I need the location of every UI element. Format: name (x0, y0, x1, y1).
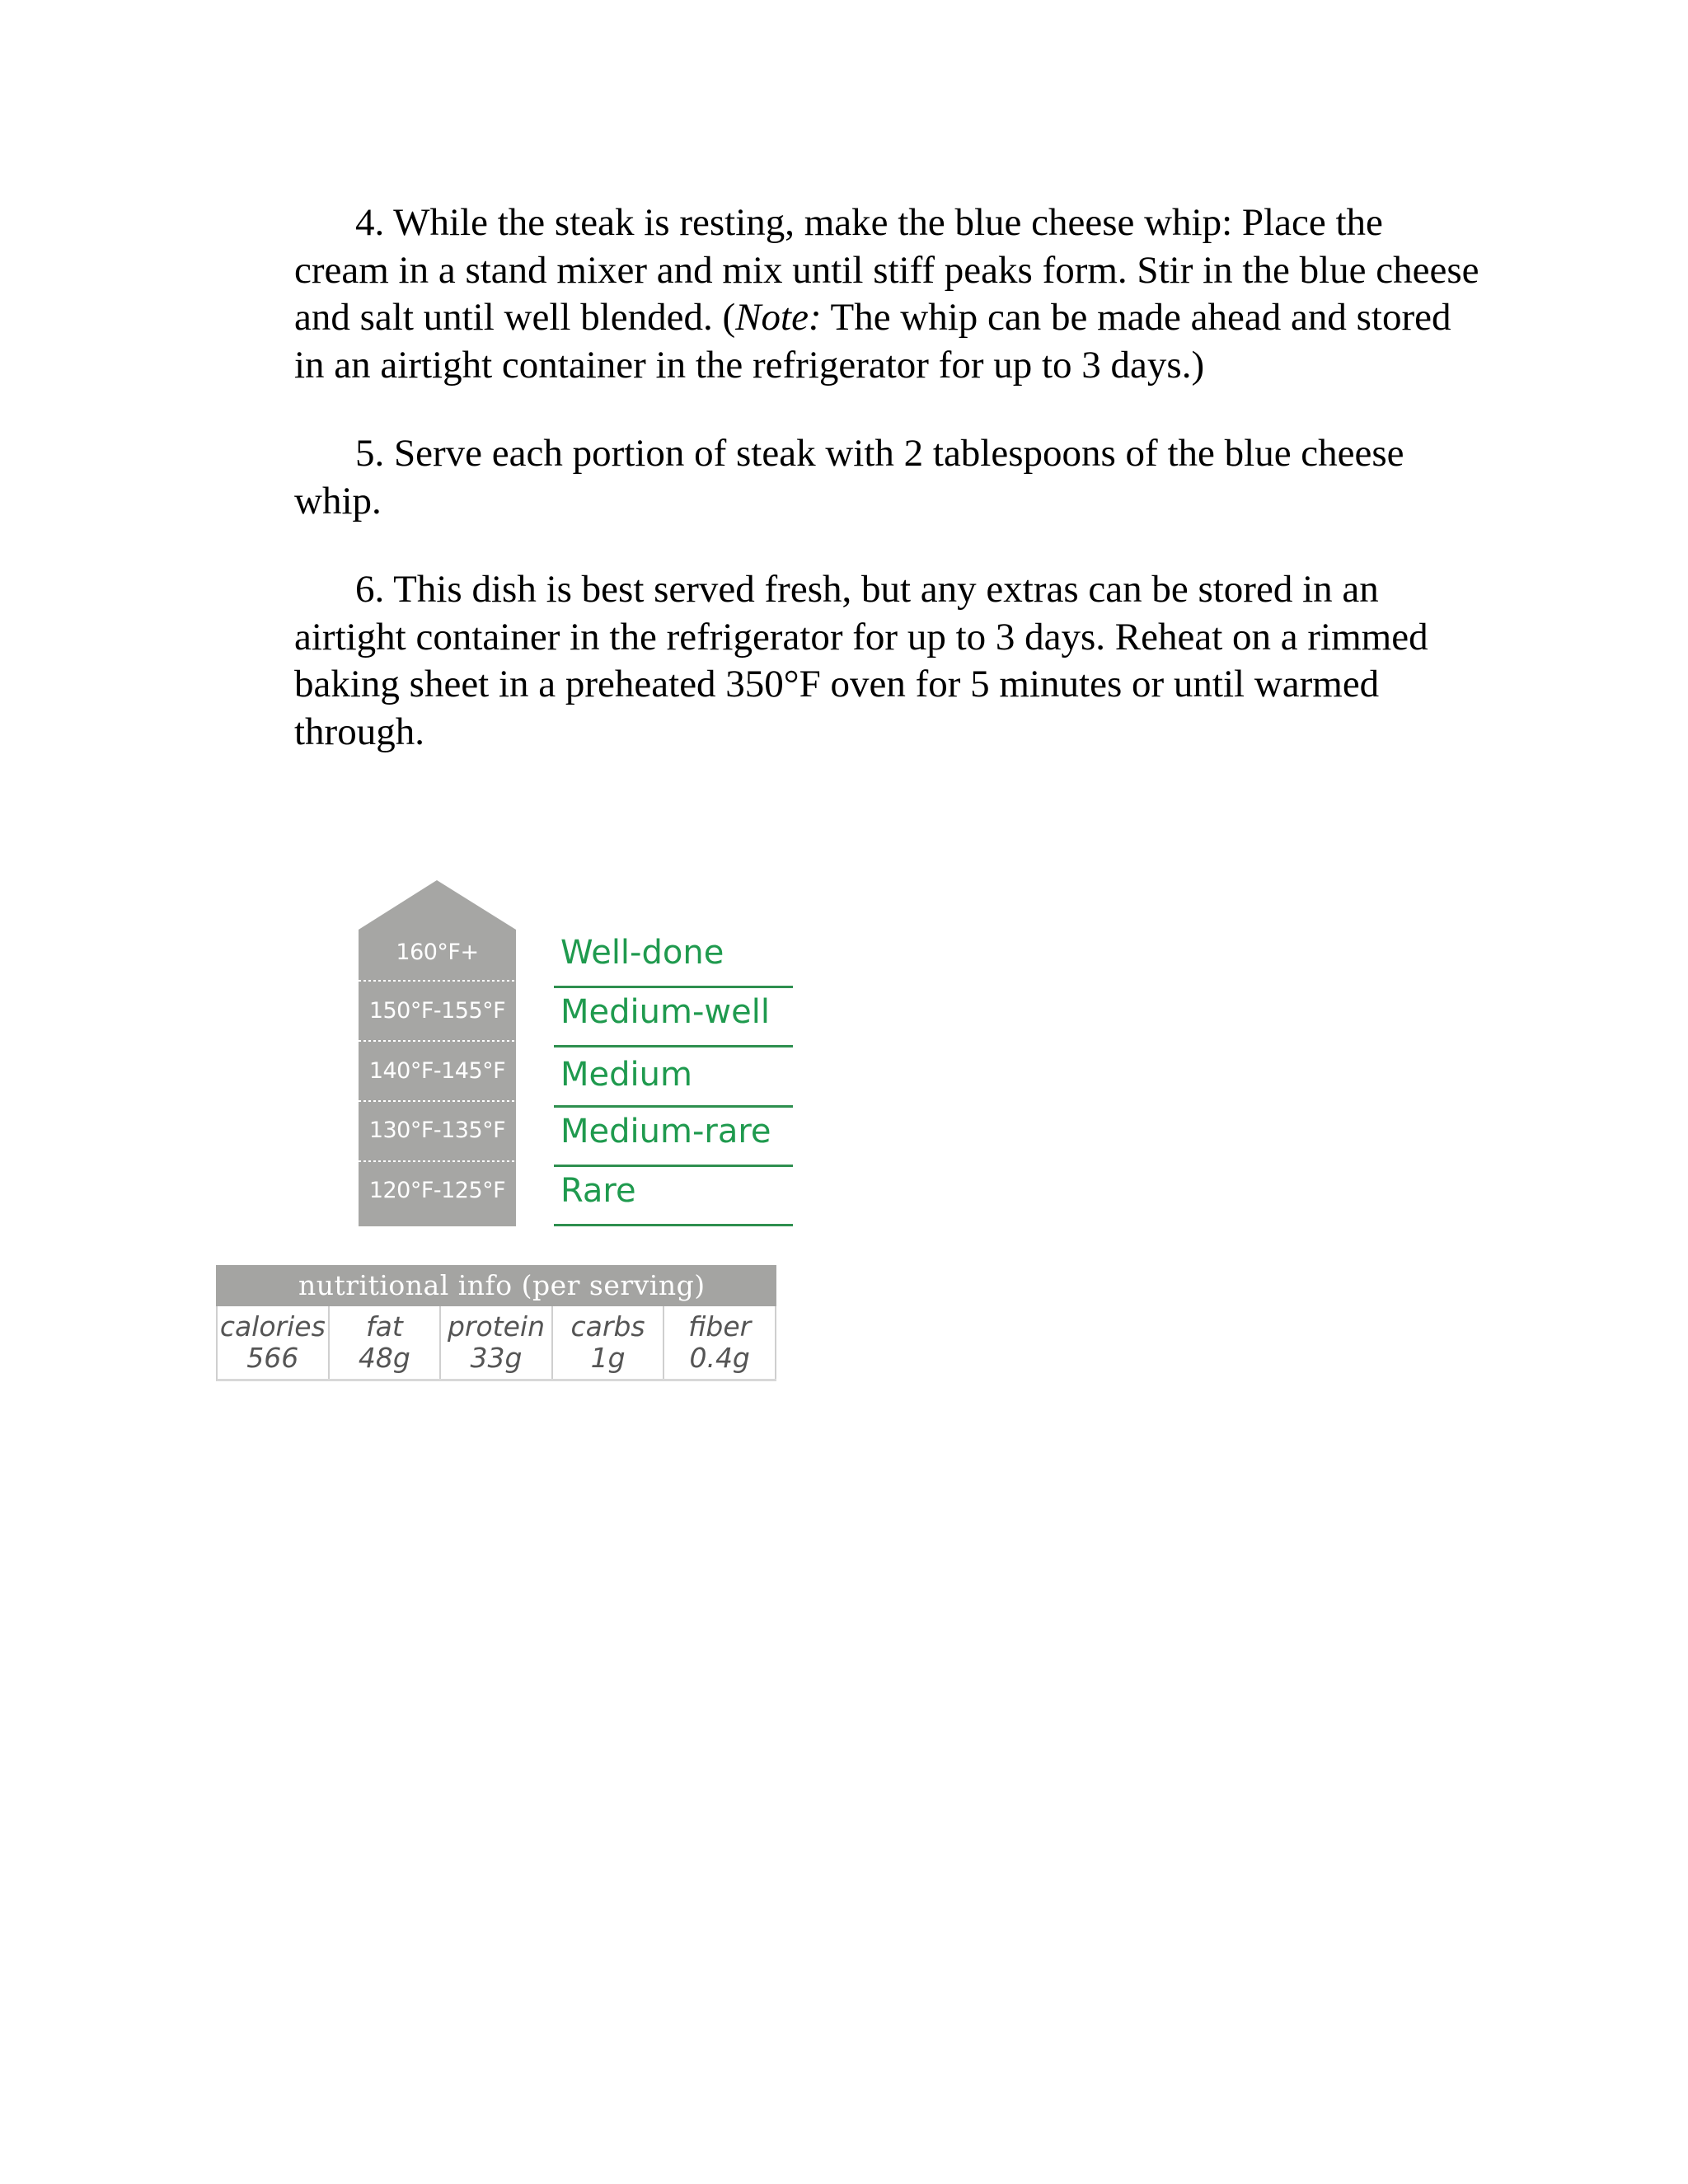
step-6 (294, 566, 1481, 756)
level-rare: Rare (560, 1172, 636, 1210)
nutrition-title: nutritional info (per serving) (216, 1265, 776, 1306)
step-text: Serve each portion of steak with 2 tablespoons of the blue cheese whip. (294, 432, 1404, 523)
step-number: 5. (355, 432, 385, 475)
nutrient-fiber (664, 1306, 776, 1379)
level-well-done: Well-done (560, 934, 724, 972)
step-number: 4. (355, 201, 385, 244)
nutrient-value: 48g (358, 1342, 410, 1374)
nutrient-fat (330, 1306, 442, 1379)
nutrient-carbs (553, 1306, 665, 1379)
temp-medium-well: 150°F-155°F (368, 998, 506, 1024)
nutrient-value: 1g (590, 1342, 626, 1374)
nutrient-label: protein (447, 1310, 545, 1343)
temp-rare: 120°F-125°F (368, 1178, 506, 1203)
step-text: This dish is best served fresh, but any extras can be stored in an airtight container in the refrigerator for up to 3 days. Reheat on a rimmed baking sheet in a preheated 350°F oven for 5 minutes or until warmed through. (294, 568, 1428, 753)
nutrient-protein (441, 1306, 553, 1379)
nutrient-value: 33g (470, 1342, 523, 1374)
level-medium-well: Medium-well (560, 993, 770, 1031)
temp-well-done: 160°F+ (396, 940, 479, 965)
step-4 (294, 199, 1481, 389)
nutrient-value: 0.4g (689, 1342, 750, 1374)
step-text: While the steak is resting, make the blue cheese whip: Place the cream in a stand mixer and mix until stiff peaks form. Stir in the blue cheese and salt until well blended. ( (294, 201, 1479, 339)
note-label: Note: (735, 296, 822, 339)
nutrient-calories (218, 1306, 330, 1379)
level-medium: Medium (560, 1056, 692, 1094)
nutrient-value: 566 (246, 1342, 299, 1374)
nutrition-table (216, 1265, 776, 1381)
nutrient-label: fat (366, 1310, 403, 1343)
nutrient-label: calories (219, 1310, 326, 1343)
nutrition-row (216, 1306, 776, 1381)
doneness-chart (359, 880, 787, 1226)
temp-medium-rare: 130°F-135°F (368, 1118, 506, 1143)
level-divider (554, 1224, 793, 1226)
step-5 (294, 430, 1481, 525)
nutrient-label: carbs (570, 1310, 645, 1343)
temp-medium: 140°F-145°F (368, 1058, 506, 1084)
recipe-steps (294, 199, 1481, 797)
nutrient-label: fiber (688, 1310, 752, 1343)
level-medium-rare: Medium-rare (560, 1113, 771, 1151)
step-text-continued: The whip can be made ahead and stored in an airtight container in the refrigerator for up to 3 days.) (294, 296, 1451, 387)
thermometer-graphic (359, 880, 516, 1226)
step-number: 6. (355, 568, 385, 611)
level-divider (554, 1045, 793, 1047)
